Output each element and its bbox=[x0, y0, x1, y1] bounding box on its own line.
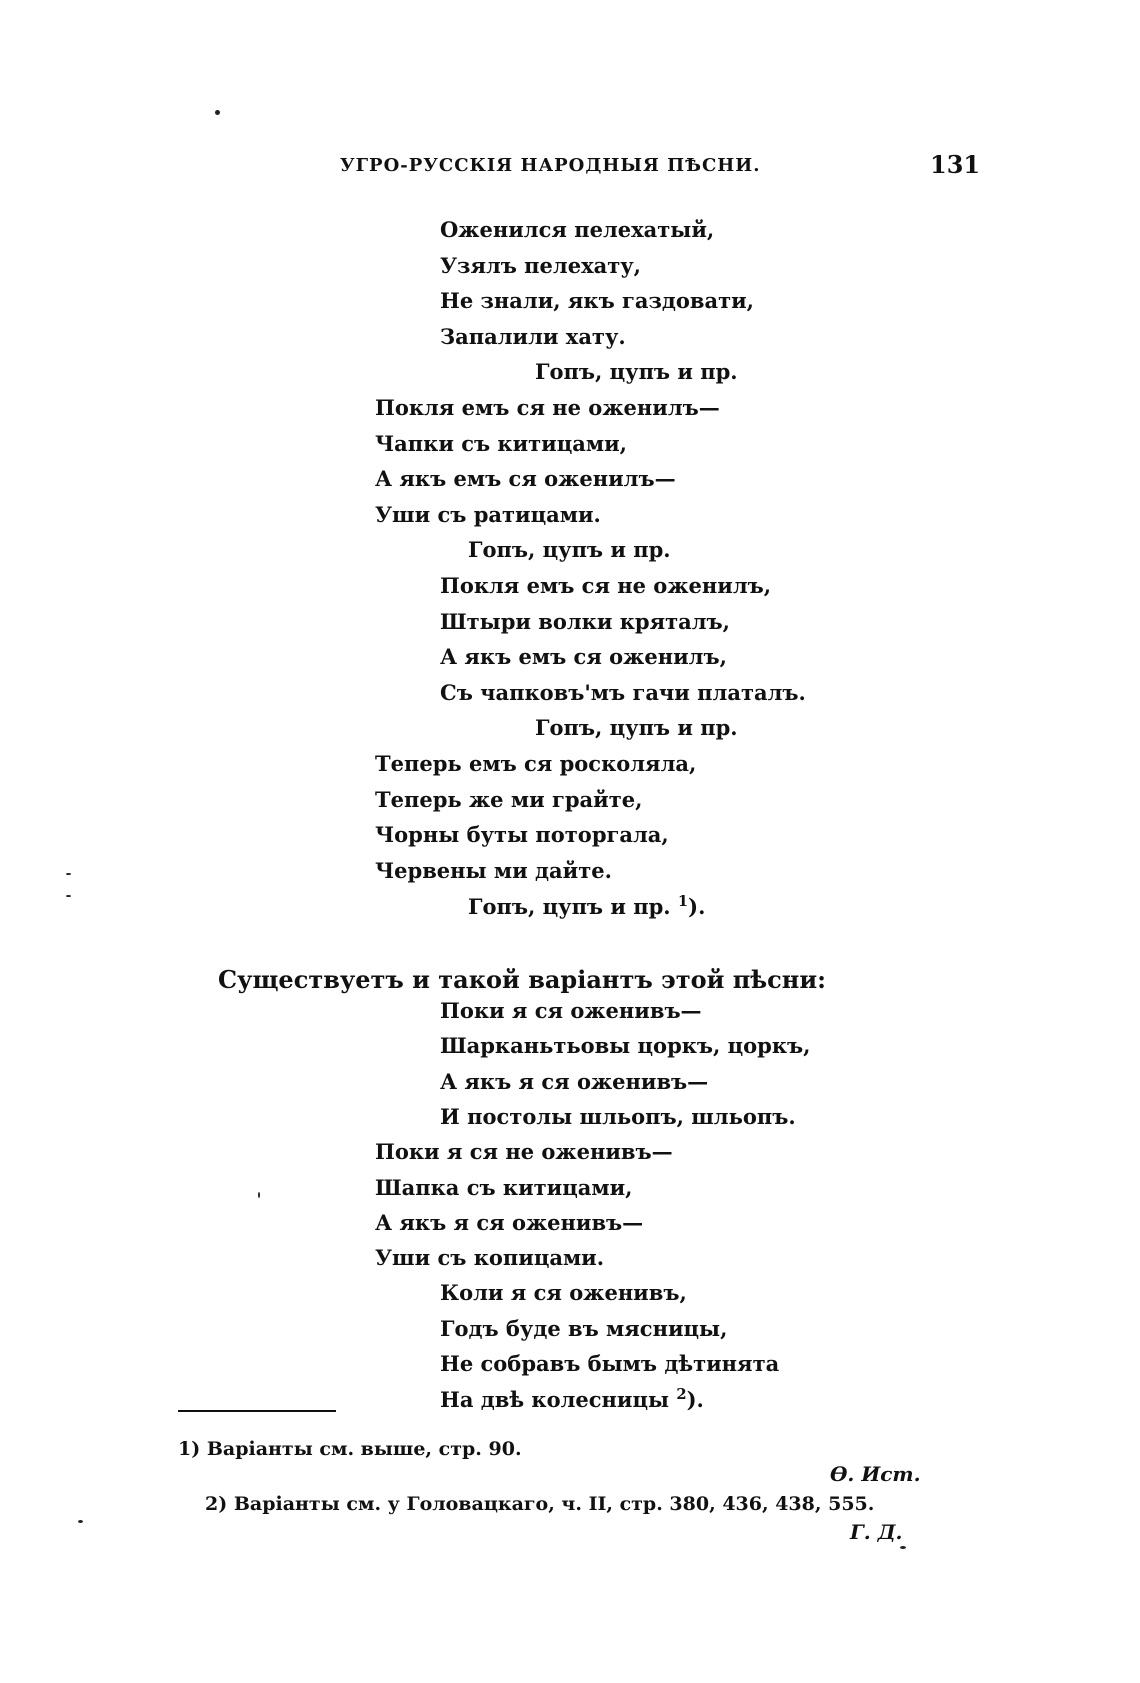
page-number: 131 bbox=[930, 150, 981, 179]
footnote-rule bbox=[178, 1410, 336, 1412]
footnote-text: Варіанты см. выше, стр. 90. bbox=[206, 1438, 522, 1460]
poem-line-text: Уши съ копицами. bbox=[375, 1245, 605, 1270]
poem-line bbox=[375, 1141, 673, 1162]
poem-line-text: Шапка съ китицами, bbox=[375, 1175, 633, 1200]
poem-line bbox=[440, 1353, 779, 1374]
poem-line bbox=[375, 1247, 604, 1268]
footnote-2-signature: Г. Д. bbox=[850, 1520, 903, 1544]
scan-speck bbox=[66, 873, 71, 875]
poem-line bbox=[375, 1212, 643, 1233]
poem-line-text: Запалили хату. bbox=[440, 324, 626, 349]
poem-line bbox=[468, 539, 671, 560]
poem-line bbox=[440, 611, 730, 632]
footnote-marker: 1) bbox=[178, 1438, 201, 1460]
scan-speck bbox=[215, 110, 220, 115]
footnote-reference-suffix: ). bbox=[688, 894, 706, 919]
scan-speck bbox=[66, 895, 71, 897]
running-header: УГРО-РУССКІЯ НАРОДНЫЯ ПѢСНИ. bbox=[340, 155, 761, 176]
poem-line-text: А якъ емъ ся оженилъ, bbox=[440, 644, 727, 669]
poem-line-text: Покля емъ ся не оженилъ, bbox=[440, 573, 772, 598]
poem-line bbox=[440, 1106, 796, 1127]
poem-line bbox=[375, 860, 612, 881]
poem-line bbox=[440, 682, 806, 703]
footnote-reference: 2 bbox=[676, 1386, 687, 1403]
footnote-reference: 1 bbox=[677, 893, 689, 910]
poem-line-text: Оженился пелехатый, bbox=[440, 217, 715, 242]
poem-line bbox=[440, 1388, 704, 1410]
poem-line-text: А якъ я ся оженивъ— bbox=[375, 1210, 644, 1235]
poem-line-text: А якъ емъ ся оженилъ— bbox=[375, 466, 676, 491]
poem-line-text: Уши съ ратицами. bbox=[375, 502, 601, 527]
poem-line bbox=[535, 717, 738, 738]
poem-line-text: И постолы шльопъ, шльопъ. bbox=[440, 1104, 796, 1129]
poem-line bbox=[440, 255, 641, 276]
poem-line-text: Чапки съ китицами, bbox=[375, 431, 627, 456]
poem-line bbox=[375, 433, 627, 454]
scan-speck bbox=[900, 1546, 906, 1549]
poem-line bbox=[440, 1282, 687, 1303]
scan-speck bbox=[258, 1192, 260, 1198]
poem-line-text: А якъ я ся оженивъ— bbox=[440, 1069, 709, 1094]
poem-line bbox=[375, 468, 676, 489]
poem-line bbox=[375, 504, 601, 525]
poem-line-text: Гопъ, цупъ и пр. bbox=[535, 359, 738, 384]
poem-line-text: Годъ буде въ мясницы, bbox=[440, 1316, 728, 1341]
poem-line bbox=[375, 1177, 632, 1198]
poem-line bbox=[440, 575, 771, 596]
poem-line-text: Гопъ, цупъ и пр. bbox=[468, 894, 671, 919]
footnote-2 bbox=[205, 1493, 874, 1515]
poem-line-text: Покля емъ ся не оженилъ— bbox=[375, 395, 720, 420]
footnote-text: Варіанты см. у Головацкаго, ч. II, стр. 380, 436, 438, 555. bbox=[233, 1493, 875, 1515]
poem-line bbox=[375, 753, 696, 774]
scan-speck bbox=[78, 1520, 83, 1523]
poem-line bbox=[375, 397, 720, 418]
poem-line bbox=[440, 1071, 708, 1092]
poem-line-text: Червены ми дайте. bbox=[375, 858, 612, 883]
poem-line-text: Не знали, якъ газдовати, bbox=[440, 288, 754, 313]
footnote-reference-suffix: ). bbox=[686, 1387, 704, 1412]
poem-line bbox=[440, 326, 626, 347]
poem-line-text: Поки я ся не оженивъ— bbox=[375, 1139, 673, 1164]
poem-line bbox=[535, 361, 738, 382]
poem-line-text: Съ чапковъ'мъ гачи платалъ. bbox=[440, 680, 806, 705]
poem-line-text: Теперь емъ ся росколяла, bbox=[375, 751, 697, 776]
poem-line bbox=[440, 219, 714, 240]
poem-line-text: Поки я ся оженивъ— bbox=[440, 998, 702, 1023]
poem-line-text: Узялъ пелехату, bbox=[440, 253, 641, 278]
poem-line-text: Гопъ, цупъ и пр. bbox=[468, 537, 671, 562]
poem-line-text: Коли я ся оженивъ, bbox=[440, 1280, 687, 1305]
poem-line-text: Теперь же ми грайте, bbox=[375, 787, 643, 812]
variant-intro: Существуетъ и такой варіантъ этой пѣсни: bbox=[218, 965, 827, 994]
poem-line bbox=[440, 1000, 702, 1021]
poem-line-text: На двѣ колесницы bbox=[440, 1387, 670, 1412]
footnote-1-signature: Ѳ. Ист. bbox=[830, 1462, 921, 1486]
poem-line bbox=[440, 1318, 727, 1339]
poem-line bbox=[440, 290, 754, 311]
poem-line-text: Штыри волки кряталъ, bbox=[440, 609, 730, 634]
poem-line-text: Шарканьтьовы цоркъ, цоркъ, bbox=[440, 1033, 811, 1058]
poem-line bbox=[440, 646, 727, 667]
poem-line bbox=[468, 895, 705, 917]
poem-line-text: Чорны буты поторгала, bbox=[375, 822, 669, 847]
poem-line bbox=[375, 824, 669, 845]
poem-line-text: Гопъ, цупъ и пр. bbox=[535, 715, 738, 740]
poem-line bbox=[375, 789, 642, 810]
footnote-marker: 2) bbox=[205, 1493, 228, 1515]
poem-line bbox=[440, 1035, 810, 1056]
poem-line-text: Не собравъ бымъ дѣтинята bbox=[440, 1351, 780, 1376]
footnote-1 bbox=[178, 1438, 522, 1460]
